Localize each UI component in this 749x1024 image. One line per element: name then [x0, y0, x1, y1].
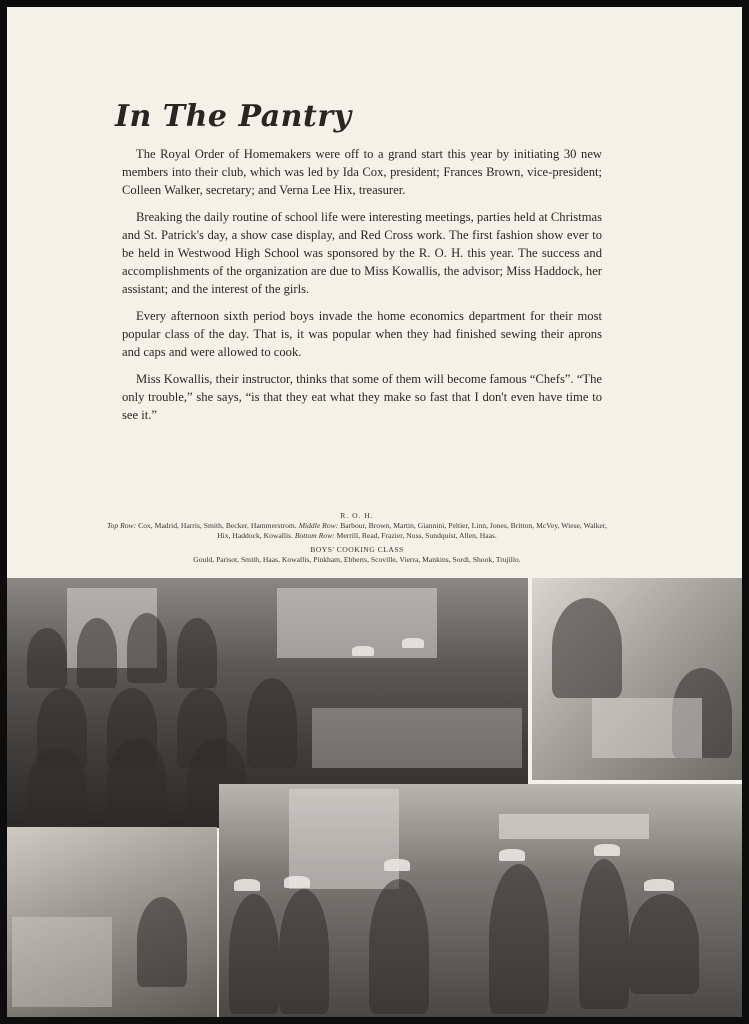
- person-shape: [369, 879, 429, 1014]
- middle-row-names: Barbour, Brown, Martin, Giannini, Peltier, Linn, Jones, Britton, McVey, Wiese, Walker, Hix, Haddock, Kowallis.: [217, 521, 607, 540]
- page-title: In The Pantry: [115, 99, 352, 134]
- counter-shape: [312, 708, 522, 768]
- bottom-row-label: Bottom Row:: [294, 530, 335, 540]
- article-body: [122, 145, 602, 433]
- sewing-photo: [532, 578, 742, 780]
- paragraph-1: The Royal Order of Homemakers were off to a grand start this year by initiating 30 new members into their club, which was led by Ida Cox, president; Frances Brown, vice-president; Colleen Walker, secretary; and Verna Lee Hix, treasurer.: [122, 147, 602, 197]
- person-shape: [77, 618, 117, 688]
- person-shape: [279, 889, 329, 1014]
- cooking-caption-names: Gould, Parisot, Smith, Haas, Kowallis, Pinkham, Ebberts, Scoville, Vierra, Mankins, Sordi, Shook, Trujillo.: [193, 554, 521, 564]
- paragraph-2: Breaking the daily routine of school life were interesting meetings, parties held at Christmas and St. Patrick's day, a show case display, and Red Cross work. The first fashion show ever to be held in Westwood High School was sponsored by the R. O. H. this year. The success and accomplishments of the organization are due to Miss Kowallis, the advisor; Miss Haddock, her assistant; and the interest of the girls.: [122, 210, 602, 296]
- person-shape: [629, 894, 699, 994]
- person-shape: [107, 738, 167, 828]
- person-shape: [127, 613, 167, 683]
- top-row-label: Top Row:: [107, 521, 137, 531]
- chef-hat-shape: [352, 646, 374, 656]
- person-shape: [247, 678, 297, 768]
- chef-hat-shape: [644, 879, 674, 891]
- bottom-row-names: Merrill, Read, Frazier, Nuss, Sundquist, Allen, Haas.: [336, 530, 497, 540]
- cooking-class-photo: [219, 784, 742, 1017]
- paragraph-3: Every afternoon sixth period boys invade the home economics department for their most popular class of the day. That is, it was popular when they had finished sewing their aprons and caps and were allowed to cook.: [122, 309, 602, 359]
- photo-captions: [107, 511, 607, 564]
- person-shape: [489, 864, 549, 1014]
- person-shape: [27, 628, 67, 688]
- top-row-names: Cox, Madrid, Harris, Smith, Becker, Hammerstrom.: [138, 521, 297, 531]
- tile-shape: [499, 814, 649, 839]
- person-shape: [137, 897, 187, 987]
- roh-caption-heading: R. O. H.: [340, 511, 374, 520]
- person-shape: [229, 894, 279, 1014]
- middle-row-label: Middle Row:: [298, 521, 339, 531]
- person-shape: [27, 748, 87, 828]
- display-case-photo: [7, 827, 217, 1017]
- table-shape: [592, 698, 702, 758]
- person-shape: [552, 598, 622, 698]
- chef-hat-shape: [384, 859, 410, 871]
- chef-hat-shape: [234, 879, 260, 891]
- yearbook-page: [7, 7, 742, 1017]
- paragraph-4: Miss Kowallis, their instructor, thinks that some of them will become famous “Chefs”. “The only trouble,” she says, “is that they eat what they make so fast that I don't even have time to see it.”: [122, 372, 602, 422]
- window-shape: [289, 789, 399, 889]
- chef-hat-shape: [594, 844, 620, 856]
- chef-hat-shape: [284, 876, 310, 888]
- roh-caption-names: [107, 521, 607, 540]
- chef-hat-shape: [402, 638, 424, 648]
- chef-hat-shape: [499, 849, 525, 861]
- person-shape: [579, 859, 629, 1009]
- person-shape: [177, 618, 217, 688]
- cooking-caption-heading: BOYS' COOKING CLASS: [310, 545, 404, 555]
- display-case-shape: [12, 917, 112, 1007]
